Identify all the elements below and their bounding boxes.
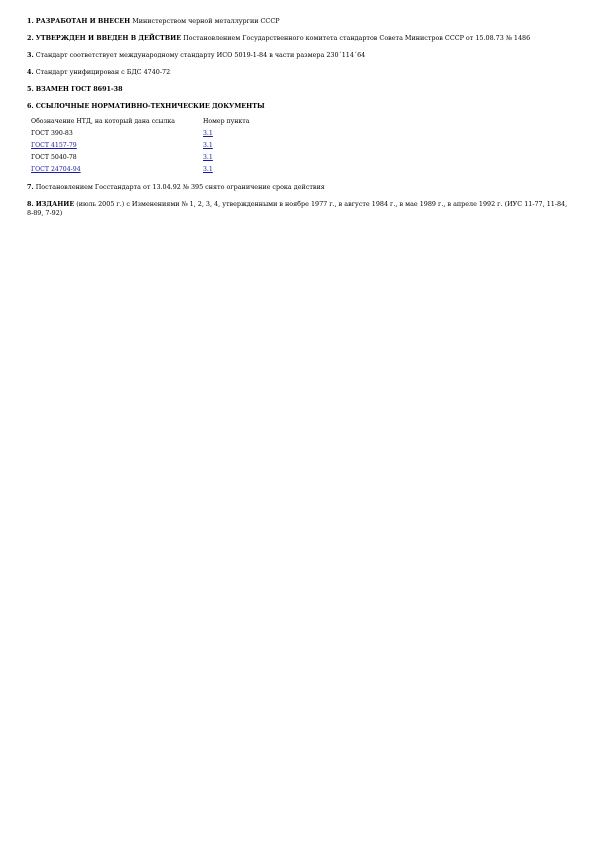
clause-link[interactable]: 3.1 — [203, 166, 213, 173]
item-number: 3. — [27, 51, 34, 60]
item-number: 4. — [27, 68, 34, 77]
item-number: 8. — [27, 200, 34, 209]
item-text: Постановлением Госстандарта от 13.04.92 № 395 снято ограничение срока действия — [35, 182, 325, 191]
clause-link[interactable]: 3.1 — [203, 142, 213, 150]
table-row — [31, 165, 283, 177]
clause-link[interactable]: 3.1 — [203, 154, 213, 162]
item-number: 5. — [27, 85, 34, 94]
info-item-5 — [27, 85, 572, 94]
table-cell-doc: ГОСТ 390-83 — [31, 130, 73, 138]
info-item-3 — [27, 51, 572, 60]
clause-link[interactable]: 3.1 — [203, 130, 213, 138]
item-text: Стандарт соответствует международному стандарту ИСО 5019-1-84 в части размера 230´114´64 — [35, 51, 366, 60]
table-header-clause: Номер пункта — [203, 118, 250, 126]
info-item-4 — [27, 68, 572, 77]
table-row — [31, 129, 283, 141]
item-caps: УТВЕРЖДЕН И ВВЕДЕН В ДЕЙСТВИЕ — [35, 34, 182, 43]
doc-link[interactable]: ГОСТ 4157-79 — [31, 142, 77, 150]
item-text: Постановлением Государственного комитета стандартов Совета Министров СССР от 15.08.73 № 1486 — [181, 34, 531, 43]
info-item-7 — [27, 183, 572, 192]
item-number: 1. — [27, 17, 34, 25]
item-text: Министерством черной металлургии СССР — [130, 17, 280, 25]
table-row — [31, 153, 283, 165]
table-header-row — [31, 117, 283, 129]
item-number: 6. — [27, 102, 34, 111]
item-caps: ВЗАМЕН ГОСТ 8691-38 — [35, 85, 123, 94]
item-number: 7. — [27, 182, 34, 191]
table-row — [31, 141, 283, 153]
info-item-1 — [27, 17, 572, 26]
item-text: Стандарт унифицирован с БДС 4740-72 — [35, 68, 171, 77]
info-item-6 — [27, 102, 572, 111]
item-text: (июль 2005 г.) с Изменениями № 1, 2, 3, 4, утвержденными в ноябре 1977 г., в августе 1984 г., в мае 1989 г., в апреле 1992 г. (ИУС 11-77, 11-84, 8-89, 7-92) — [27, 200, 568, 217]
item-caps: ИЗДАНИЕ — [35, 200, 75, 209]
doc-link[interactable]: ГОСТ 24704-94 — [31, 166, 81, 173]
item-caps: ССЫЛОЧНЫЕ НОРМАТИВНО-ТЕХНИЧЕСКИЕ ДОКУМЕНТЫ — [35, 102, 265, 111]
document-page — [27, 17, 572, 226]
info-item-8 — [27, 200, 572, 217]
table-header-doc: Обозначение НТД, на который дана ссылка — [31, 118, 175, 126]
info-item-2 — [27, 34, 572, 43]
references-table — [31, 117, 283, 177]
item-number: 2. — [27, 34, 34, 43]
item-caps: РАЗРАБОТАН И ВНЕСЕН — [35, 17, 131, 25]
table-cell-doc: ГОСТ 5040-78 — [31, 154, 77, 162]
